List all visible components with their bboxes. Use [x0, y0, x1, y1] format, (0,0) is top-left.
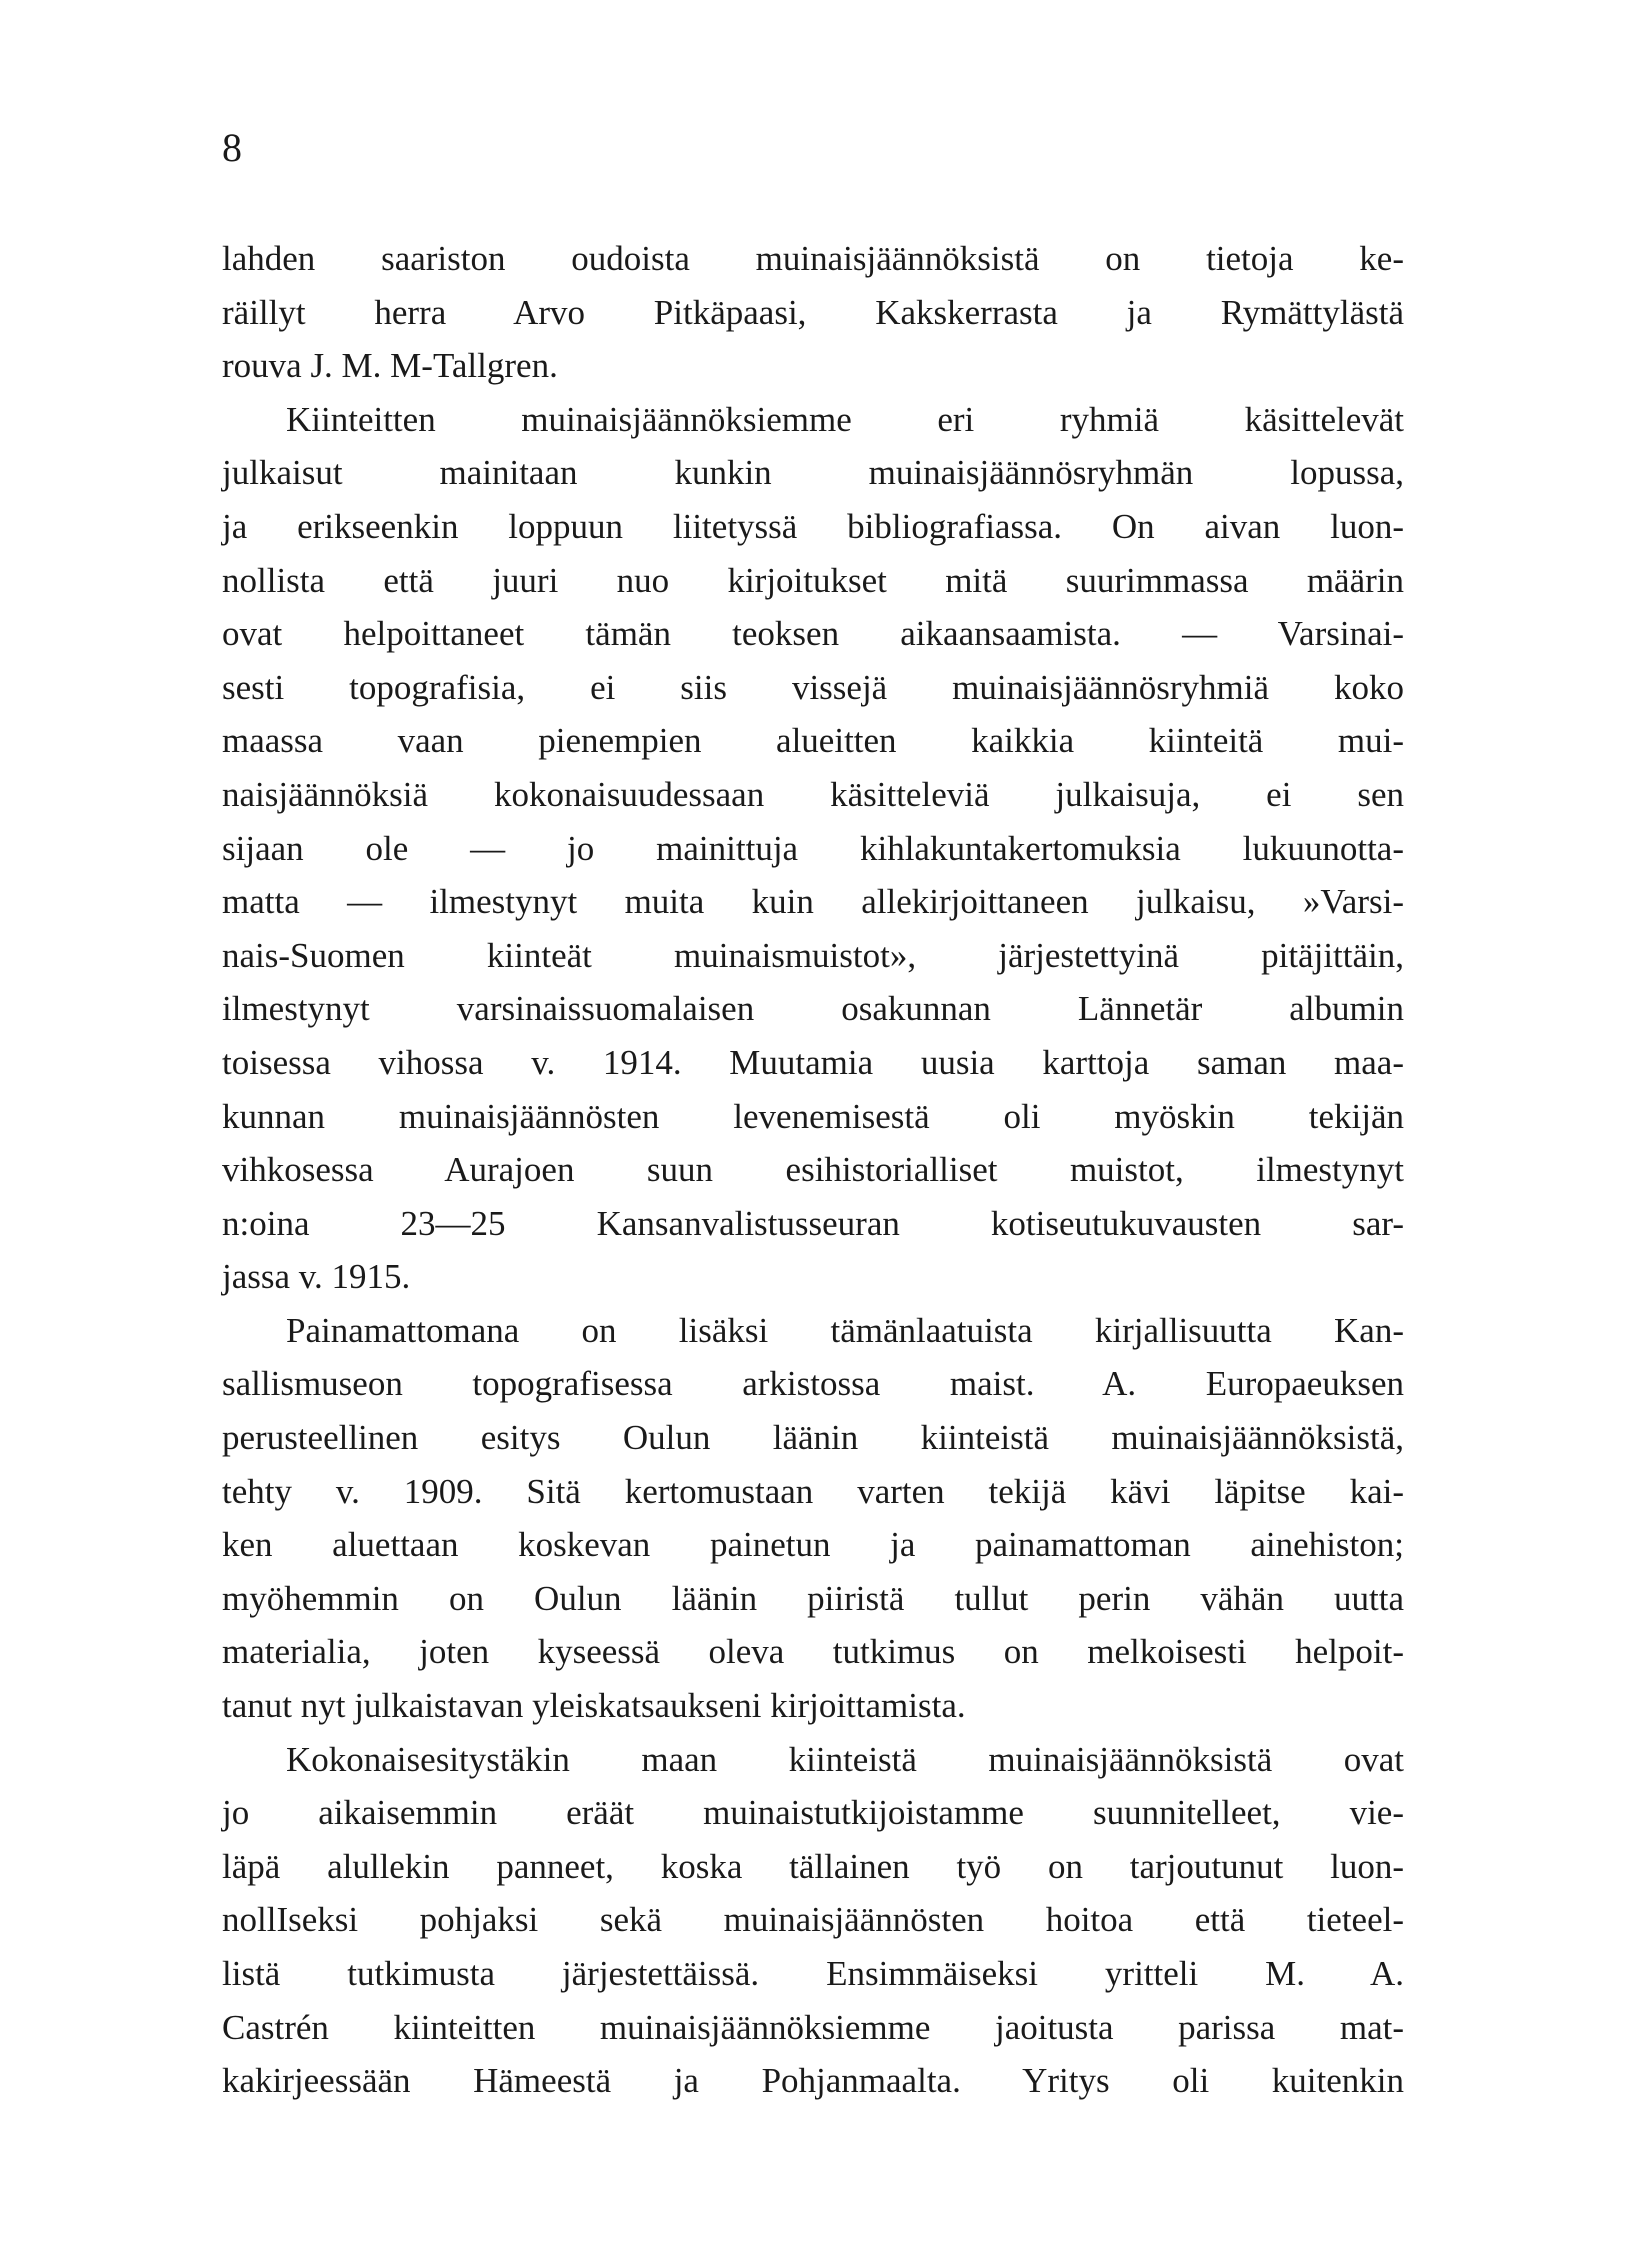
- text-line: naisjäännöksiä kokonaisuudessaan käsitteleviä julkaisuja, ei sen: [222, 774, 1404, 814]
- text-line: nais-Suomen kiinteät muinaismuistot», järjestettyinä pitäjittäin,: [222, 935, 1404, 975]
- text-line: nollIseksi pohjaksi sekä muinaisjäännösten hoitoa että tieteel-: [222, 1900, 1404, 1940]
- text-line: tehty v. 1909. Sitä kertomustaan varten tekijä kävi läpitse kai-: [222, 1471, 1404, 1511]
- text-line: kakirjeessään Hämeestä ja Pohjanmaalta. Yritys oli kuitenkin: [222, 2061, 1404, 2101]
- text-line: jassa v. 1915.: [222, 1257, 411, 1297]
- text-line: n:oina 23—25 Kansanvalistusseuran kotiseutukuvausten sar-: [222, 1203, 1404, 1243]
- text-line: sallismuseon topografisessa arkistossa maist. A. Europaeuksen: [222, 1364, 1404, 1404]
- text-line: sijaan ole — jo mainittuja kihlakuntakertomuksia lukuunotta-: [222, 828, 1404, 868]
- text-line: Kiinteitten muinaisjäännöksiemme eri ryhmiä käsittelevät: [286, 399, 1404, 439]
- text-line: listä tutkimusta järjestettäissä. Ensimmäiseksi yritteli M. A.: [222, 1954, 1404, 1993]
- text-line: ja erikseenkin loppuun liitetyssä bibliografiassa. On aivan luon-: [222, 506, 1404, 546]
- text-line: ovat helpoittaneet tämän teoksen aikaansaamista. — Varsinai-: [222, 614, 1404, 654]
- text-line: Castrén kiinteitten muinaisjäännöksiemme jaoitusta parissa mat-: [222, 2007, 1404, 2047]
- text-line: toisessa vihossa v. 1914. Muutamia uusia karttoja saman maa-: [222, 1042, 1404, 1082]
- text-line: nollista että juuri nuo kirjoitukset mitä suurimmassa määrin: [222, 560, 1404, 600]
- text-line: läpä alullekin panneet, koska tällainen työ on tarjoutunut luon-: [222, 1846, 1404, 1886]
- text-line: Kokonaisesitystäkin maan kiinteistä muinaisjäännöksistä ovat: [286, 1739, 1404, 1779]
- text-line: perusteellinen esitys Oulun läänin kiinteistä muinaisjäännöksistä,: [222, 1418, 1404, 1458]
- text-line: matta — ilmestynyt muita kuin allekirjoittaneen julkaisu, »Varsi-: [222, 882, 1404, 922]
- text-line: maassa vaan pienempien alueitten kaikkia kiinteitä mui-: [222, 721, 1404, 761]
- text-line: jo aikaisemmin eräät muinaistutkijoistamme suunnitelleet, vie-: [222, 1793, 1404, 1833]
- text-line: myöhemmin on Oulun läänin piiristä tullut perin vähän uutta: [222, 1578, 1404, 1618]
- text-line: sesti topografisia, ei siis vissejä muinaisjäännösryhmiä koko: [222, 667, 1404, 707]
- text-line: vihkosessa Aurajoen suun esihistorialliset muistot, ilmestynyt: [222, 1150, 1404, 1190]
- text-line: julkaisut mainitaan kunkin muinaisjäännösryhmän lopussa,: [222, 453, 1404, 493]
- text-line: ilmestynyt varsinaissuomalaisen osakunnan Lännetär albumin: [222, 989, 1404, 1029]
- text-line: lahden saariston oudoista muinaisjäännöksistä on tietoja ke-: [222, 239, 1404, 278]
- text-line: ken aluettaan koskevan painetun ja painamattoman ainehiston;: [222, 1525, 1404, 1565]
- text-line: kunnan muinaisjäännösten levenemisestä oli myöskin tekijän: [222, 1096, 1404, 1136]
- text-line: materialia, joten kyseessä oleva tutkimus on melkoisesti helpoit-: [222, 1632, 1404, 1672]
- text-line: Painamattomana on lisäksi tämänlaatuista kirjallisuutta Kan-: [286, 1310, 1404, 1350]
- text-line: räillyt herra Arvo Pitkäpaasi, Kakskerrasta ja Rymättylästä: [222, 292, 1404, 332]
- page-number: 8: [222, 125, 242, 170]
- text-line: rouva J. M. M-Tallgren.: [222, 346, 558, 386]
- body-text: [222, 232, 1404, 2108]
- text-line: tanut nyt julkaistavan yleiskatsaukseni kirjoittamista.: [222, 1686, 966, 1726]
